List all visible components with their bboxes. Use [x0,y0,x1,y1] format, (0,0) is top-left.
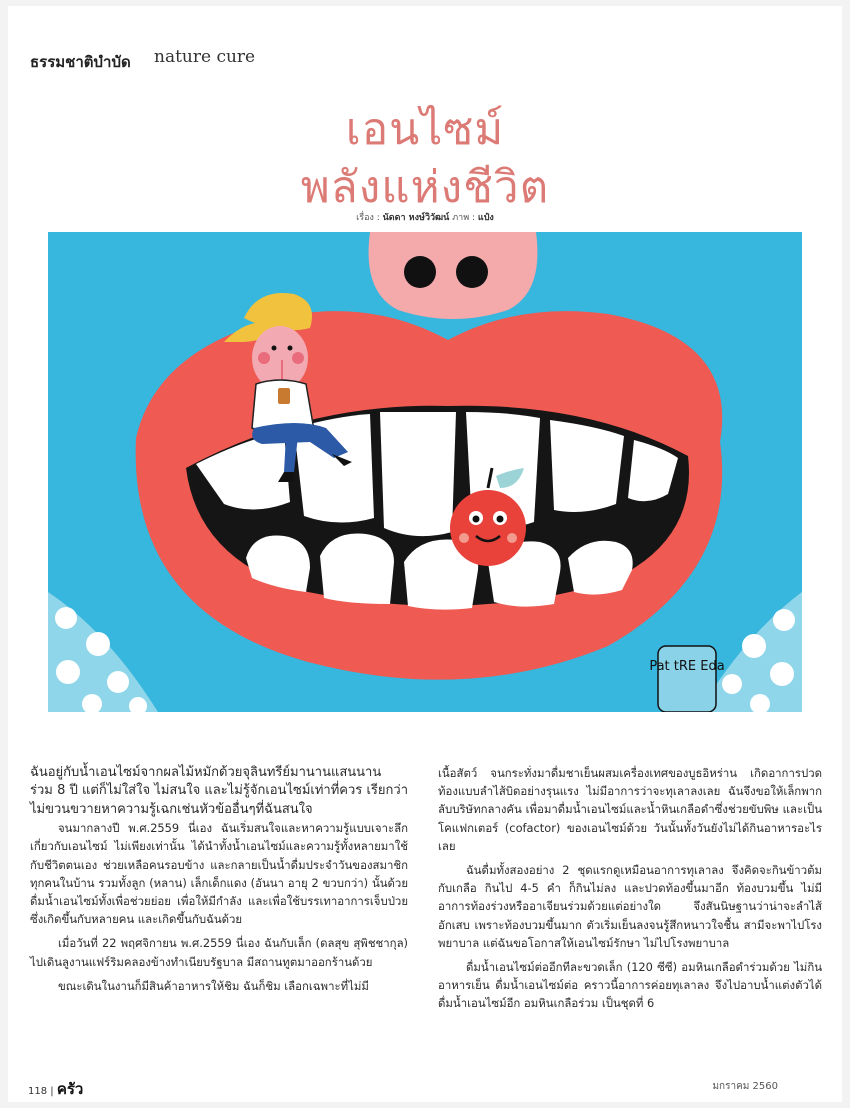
page-footer [28,1077,83,1101]
paragraph: ขณะเดินในงานก็มีสินค้าอาหารให้ชิม ฉันก็ชิม เลือกเฉพาะที่ไม่มี [58,978,369,993]
nose [369,232,538,319]
footer-separator: | [50,1086,54,1097]
story-label: เรื่อง : [356,213,380,223]
paragraph: เนื้อสัตว์ จนกระทั่งมาดื่มชาเย็นผสมเครื่องเทศของบูธอิหร่าน เกิดอาการปวดท้องแบบลำไส้บิดอย่างรุนแรง ไม่มีอาการว่าจะทุเลาลงเลย ฉันจึงขอให้เล็กพากลับบริษัทกลางคัน เพื่อมาดื่มน้ำเอนไซม์และน้ำหินเกลือดำซึ่งช่วยขับพิษ และเป็นโคแฟกเตอร์ (cofactor) ของเอนไซม์ด้วย วันนั้นทั้งวันยังไม่ได้กินอาหารอะไรเลย [438,766,822,853]
article-column-left [30,764,408,995]
lips [136,311,723,680]
paragraph: ดื่มน้ำเอนไซม์ต่ออีกทีละขวดเล็ก (120 ซีซี) อมหินเกลือดำร่วมด้วย ไม่กินอาหารเย็น ดื่มน้ำเอนไซม์ต่อ คราวนี้อาการค่อยทุเลาลง จึงไปอาบน้ำแต่งตัวได้ ดื่มน้ำเอนไซม์อีก อมหินเกลือร่วม เป็นชุดที่ 6 [438,960,822,1011]
section-label-english: nature cure [154,47,256,67]
illustrator-name: แป๋ง [477,213,494,223]
paragraph: ฉันดื่มทั้งสองอย่าง 2 ชุดแรกดูเหมือนอาการทุเลาลง จึงคิดจะกินข้าวต้มกับเกลือ กินไป 4-5 คำ ก็กินไม่ลง และปวดท้องขึ้นมาอีก ท้องบวมขึ้น ไม่มีอาการท้องร่วงหรืออาเจียนร่วมด้วยแต่อย่างใด จึงสันนิษฐานว่าน่าจะลำไส้อักเสบ เพราะท้องบวมขึ้นมาก ตัวเริ่มเย็นลงจนรู้สึกหนาวใจชื้น สามีจะพาไปโรงพยาบาล แต่ฉันขอโอกาสให้เอนไซม์รักษา ไม่ไปโรงพยาบาล [438,863,822,950]
signature-text: Pat tRE Eda [649,659,725,674]
artist-signature-badge [649,646,724,712]
page-number: 118 [28,1086,48,1097]
polka-dot-cheek-left [48,592,158,712]
magazine-page [8,6,842,1102]
paragraph: จนมากลางปี พ.ศ.2559 นี่เอง ฉันเริ่มสนใจและหาความรู้แบบเจาะลึกเกี่ยวกับเอนไซม์ ไม่เพียงเท่านั้น ได้นำทั้งน้ำเอนไซม์และความรู้ทั้งหลายมาใช้กับชีวิตตนเอง ช่วยเหลือคนรอบข้าง และกลายเป็นน้ำดื่มประจำวันของสมาชิกทุกคนในบ้าน รวมทั้งลูก (หลาน) เล็กเด็กแดง (อันนา อายุ 2 ขวบกว่า) นั้นด้วย ดื่มน้ำเอนไซม์ทั้งเพื่อช่วยย่อย เพื่อให้มีกำลัง และเพื่อใช้บรรเทาอาการเจ็บป่วย ซึ่งเกิดขึ้นกับหลายคน และเกิดขึ้นกับฉันด้วย [30,821,408,927]
author-name: นัดดา หงษ์วิวัฒน์ [382,213,450,223]
mouth-illustration [48,232,802,712]
photo-label: ภาพ : [452,213,476,223]
paragraph: เมื่อวันที่ 22 พฤศจิกายน พ.ศ.2559 นี่เอง ฉันกับเล็ก (ดลสุข สุพิชชากุล) ไปเดินลูงานแฟร์ริมคลองข้างทำเนียบรัฐบาล มีสถานทูตมาออกร้านด้วย [30,936,408,969]
article-column-right [438,764,822,1013]
byline [8,210,842,224]
section-label-thai: ธรรมชาติบำบัด [30,53,131,71]
magazine-name: ครัว [56,1080,84,1098]
article-title-line-2: พลังแห่งชีวิต [300,162,550,213]
paragraph: ฉันอยู่กับน้ำเอนไซม์จากผลไม้หมักด้วยจุลินทรีย์มานานแสนนาน ร่วม 8 ปี แต่ก็ไม่ใส่ใจ ไม่สนใจ และไม่รู้จักเอนไซม์เท่าที่ควร เรียกว่า ไม่ขวนขวายหาความรู้เฉกเช่นหัวข้ออื่นๆที่ฉันสนใจ [30,765,408,817]
article-title-line-1: เอนไซม์ [345,104,505,155]
issue-date: มกราคม 2560 [712,1081,778,1092]
